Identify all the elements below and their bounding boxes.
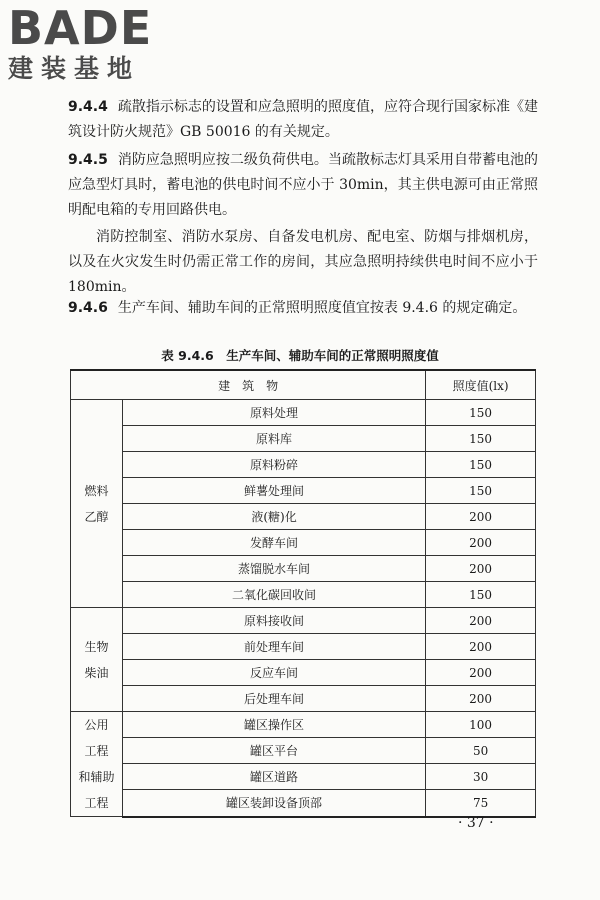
room-cell: 蒸馏脱水车间 (122, 556, 425, 582)
room-cell: 液(糖)化 (122, 504, 425, 530)
table-row (71, 686, 536, 712)
lux-cell: 200 (426, 530, 536, 556)
room-cell: 罐区装卸设备顶部 (122, 790, 425, 817)
lux-cell: 150 (426, 452, 536, 478)
clause-number: 9.4.4 (68, 99, 108, 115)
group-label-line: 公用 (84, 718, 109, 732)
table-row (71, 634, 536, 660)
table-header-row (71, 370, 536, 400)
lux-cell: 200 (426, 608, 536, 634)
lux-cell: 200 (426, 556, 536, 582)
clause-9-4-6 (68, 296, 538, 321)
group-label-line: 乙醇 (84, 509, 109, 524)
lux-cell: 150 (426, 400, 536, 426)
lux-cell: 200 (426, 660, 536, 686)
lux-cell: 75 (426, 790, 536, 817)
room-cell: 反应车间 (122, 660, 425, 686)
table-row (71, 530, 536, 556)
room-cell: 原料接收间 (122, 608, 425, 634)
lux-cell: 200 (426, 504, 536, 530)
clause-text: 消防应急照明应按二级负荷供电。当疏散标志灯具采用自带蓄电池的应急型灯具时，蓄电池的供电时间不应小于 30min，其主供电源可由正常照明配电箱的专用回路供电。 (68, 152, 538, 218)
group-label-line: 燃料 (84, 483, 109, 498)
clause-text: 生产车间、辅助车间的正常照明照度值宜按表 9.4.6 的规定确定。 (117, 300, 527, 316)
group-biodiesel (71, 608, 123, 712)
clause-number: 9.4.5 (68, 152, 108, 168)
table-row (71, 660, 536, 686)
table-row (71, 426, 536, 452)
table-row (71, 608, 536, 634)
room-cell: 原料库 (122, 426, 425, 452)
header-lux: 照度值(lx) (426, 370, 536, 400)
logo-subtitle: 建装基地 (8, 54, 141, 83)
lux-cell: 50 (426, 738, 536, 764)
lux-cell: 150 (426, 426, 536, 452)
table-row (71, 582, 536, 608)
table-row (71, 452, 536, 478)
table-row (71, 504, 536, 530)
room-cell: 前处理车间 (122, 634, 425, 660)
table-caption: 表 9.4.6 生产车间、辅助车间的正常照明照度值 (161, 348, 439, 363)
room-cell: 鲜薯处理间 (122, 478, 425, 504)
room-cell: 发酵车间 (122, 530, 425, 556)
room-cell: 后处理车间 (122, 686, 425, 712)
room-cell: 罐区平台 (122, 738, 425, 764)
room-cell: 二氧化碳回收间 (122, 582, 425, 608)
clause-text: 消防控制室、消防水泵房、自备发电机房、配电室、防烟与排烟机房，以及在火灾发生时仍需正常工作的房间，其应急照明持续供电时间不应小于 180min。 (68, 229, 538, 295)
room-cell: 原料处理 (122, 400, 425, 426)
room-cell: 原料粉碎 (122, 452, 425, 478)
clause-9-4-5 (68, 148, 538, 223)
lux-cell: 30 (426, 764, 536, 790)
clause-9-4-5-continued (68, 225, 538, 300)
room-cell: 罐区道路 (122, 764, 425, 790)
lux-cell: 150 (426, 478, 536, 504)
room-cell: 罐区操作区 (122, 712, 425, 738)
table-row (71, 400, 536, 426)
group-fuel-ethanol (71, 400, 123, 608)
header-building: 建 筑 物 (71, 370, 426, 400)
lux-cell: 200 (426, 634, 536, 660)
logo-mark: BADE (8, 1, 153, 55)
table-row (71, 764, 536, 790)
lux-cell: 150 (426, 582, 536, 608)
group-label-line: 柴油 (84, 665, 109, 680)
lux-cell: 100 (426, 712, 536, 738)
clause-9-4-4 (68, 95, 538, 145)
illuminance-table (70, 369, 536, 818)
lux-cell: 200 (426, 686, 536, 712)
group-label-line: 工程 (84, 744, 109, 758)
clause-number: 9.4.6 (68, 300, 108, 316)
clause-text: 疏散指示标志的设置和应急照明的照度值，应符合现行国家标准《建筑设计防火规范》GB 50016 的有关规定。 (68, 99, 538, 140)
group-label-line: 生物 (84, 639, 109, 654)
bade-logo (8, 1, 183, 88)
group-label-line: 和辅助 (78, 770, 115, 784)
table-row (71, 738, 536, 764)
table-row (71, 556, 536, 582)
table-row (71, 790, 536, 817)
table-row (71, 712, 536, 738)
table-row (71, 478, 536, 504)
group-label-line: 工程 (84, 796, 109, 810)
page-number: · 37 · (458, 815, 494, 831)
group-utilities (71, 712, 123, 817)
